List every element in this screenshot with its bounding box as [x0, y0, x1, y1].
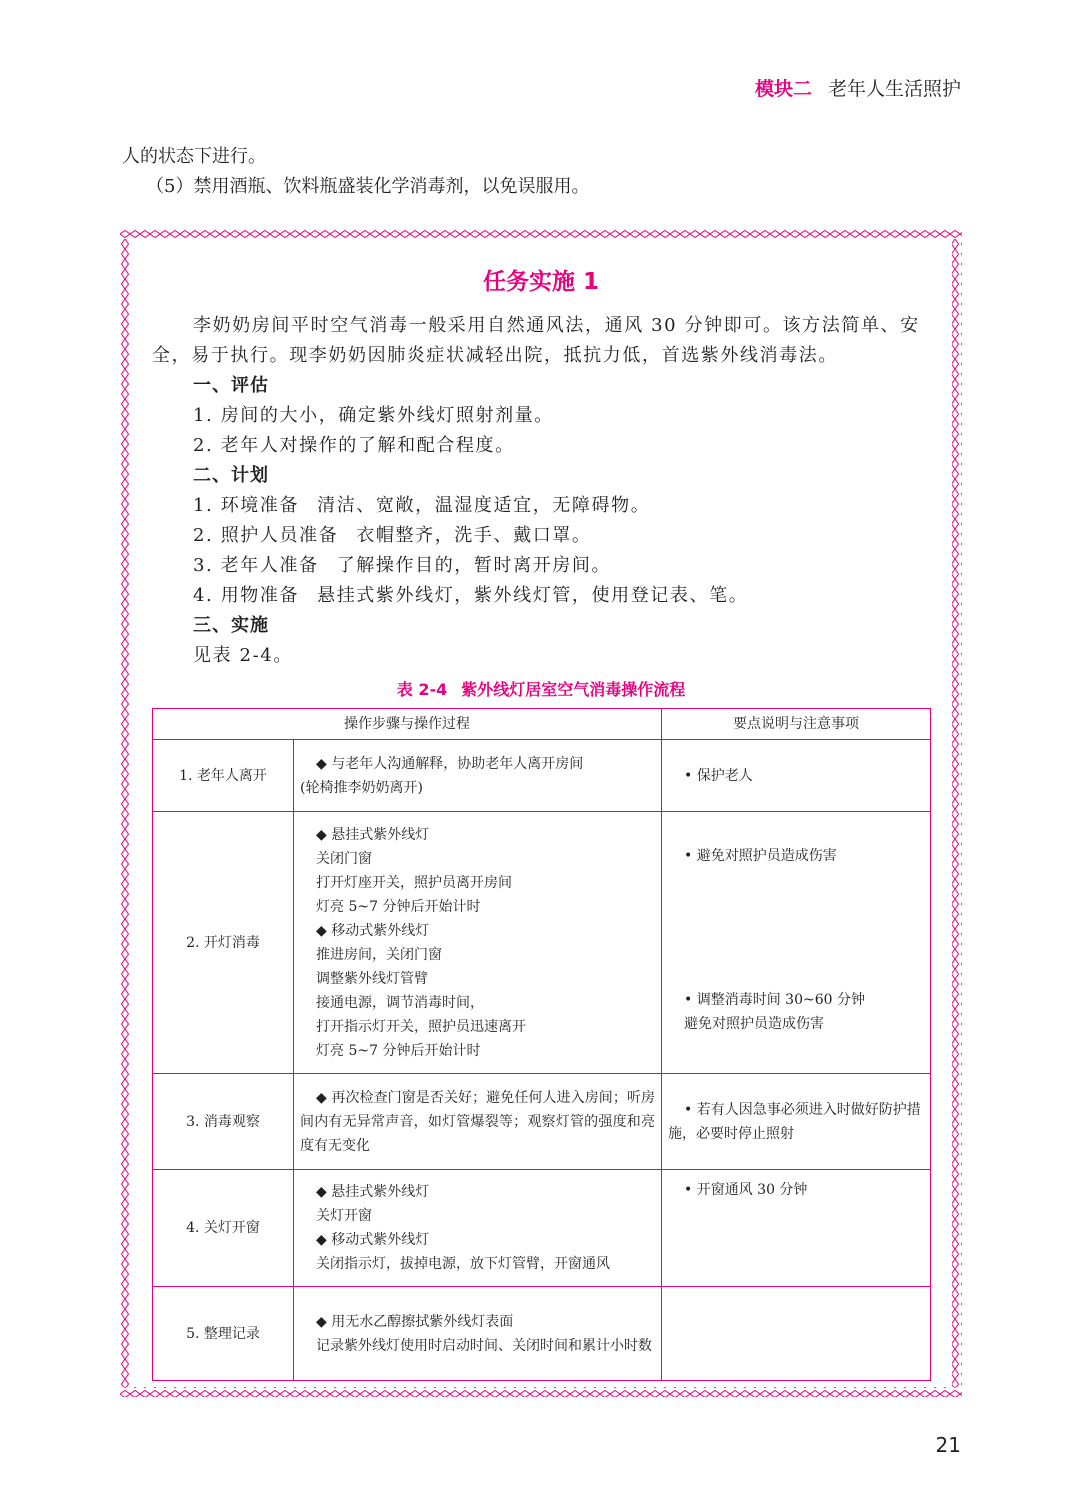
process-line: 调整紫外线灯管臂 [316, 970, 428, 987]
note-line: • 若有人因急事必须进入时做好防护措施，必要时停止照射 [668, 1101, 921, 1142]
process-line: ◆ 与老年人沟通解释，协助老年人离开房间 [316, 755, 584, 772]
process-line: ◆ 移动式紫外线灯 [316, 1232, 430, 1248]
process-line: ◆ 再次检查门窗是否关好；避免任何人进入房间；听房间内有无异常声音，如灯管爆裂等；观察灯管的强度和亮度有无变化 [300, 1089, 655, 1154]
intro-line-2: （5）禁用酒瓶、饮料瓶盛装化学消毒剂，以免误服用。 [146, 176, 590, 197]
process-line: 关闭指示灯，拔掉电源，放下灯管臂，开窗通风 [316, 1256, 610, 1272]
chapter-label: 老年人生活照护 [827, 78, 961, 100]
plan-heading: 二、计划 [193, 465, 269, 486]
process-line: 关闭门窗 [316, 850, 372, 867]
process-line: ◆ 悬挂式紫外线灯 [316, 1184, 430, 1200]
process-line: 关灯开窗 [316, 1208, 372, 1224]
table-row [153, 1074, 931, 1170]
step-cell: 2. 开灯消毒 [153, 812, 294, 1074]
table-row [153, 1170, 931, 1287]
note-line: • 避免对照护员造成伤害 [684, 848, 837, 864]
note-line: • 开窗通风 30 分钟 [684, 1182, 808, 1198]
task-intro-line-2: 全，易于执行。现李奶奶因肺炎症状减轻出院，抵抗力低，首选紫外线消毒法。 [152, 345, 838, 366]
process-line: 打开灯座开关，照护员离开房间 [316, 874, 512, 891]
process-line: 灯亮 5~7 分钟后开始计时 [316, 898, 481, 915]
process-cell [294, 1287, 662, 1381]
table-caption-title: 紫外线灯居室空气消毒操作流程 [461, 680, 686, 699]
plan-item-label: 2. 照护人员准备 [193, 525, 339, 546]
step-cell: 3. 消毒观察 [153, 1074, 294, 1170]
plan-item-label: 1. 环境准备 [193, 495, 300, 516]
intro-line-1: 人的状态下进行。 [122, 146, 266, 167]
plan-item-label: 4. 用物准备 [193, 585, 300, 606]
note-line: • 保护老人 [684, 767, 753, 784]
implement-text: 见表 2-4。 [193, 645, 293, 666]
column-header-notes: 要点说明与注意事项 [662, 709, 931, 740]
step-cell: 4. 关灯开窗 [153, 1170, 294, 1287]
step-cell: 5. 整理记录 [153, 1287, 294, 1381]
plan-item-text: 清洁、宽敞，温湿度适宜，无障碍物。 [317, 495, 651, 516]
process-cell [294, 812, 662, 1074]
process-line: ◆ 用无水乙醇擦拭紫外线灯表面 [316, 1313, 514, 1330]
page-number: 21 [935, 1433, 961, 1457]
process-cell [294, 740, 662, 812]
step-cell: 1. 老年人离开 [153, 740, 294, 812]
table-caption-number: 表 2-4 [396, 680, 448, 699]
plan-item-4 [193, 581, 748, 607]
running-header [755, 74, 961, 101]
task-title: 任务实施 1 [482, 269, 599, 295]
plan-item-1 [193, 491, 650, 517]
table-caption [120, 677, 962, 700]
process-cell [294, 1170, 662, 1287]
process-line: 推进房间，关闭门窗 [316, 946, 442, 963]
notes-cell [662, 812, 931, 1074]
implement-heading: 三、实施 [193, 615, 269, 636]
assess-item-2: 2. 老年人对操作的了解和配合程度。 [193, 435, 515, 456]
process-line: 接通电源，调节消毒时间， [316, 994, 484, 1011]
module-label: 模块二 [754, 78, 812, 100]
notes-cell [662, 1287, 931, 1381]
plan-item-label: 3. 老年人准备 [193, 555, 319, 576]
table-row [153, 740, 931, 812]
column-header-process: 操作步骤与操作过程 [153, 709, 662, 740]
process-line: 打开指示灯开关，照护员迅速离开 [316, 1018, 526, 1035]
table-header-row [153, 709, 931, 740]
task-intro-line-1: 李奶奶房间平时空气消毒一般采用自然通风法，通风 30 分钟即可。该方法简单、安 [193, 315, 920, 336]
note-line: • 调整消毒时间 30~60 分钟 [684, 992, 865, 1008]
note-line: 避免对照护员造成伤害 [684, 1016, 824, 1032]
notes-cell [662, 740, 931, 812]
procedure-table [152, 708, 931, 1381]
assess-item-1: 1. 房间的大小，确定紫外线灯照射剂量。 [193, 405, 554, 426]
notes-cell [662, 1170, 931, 1287]
notes-cell [662, 1074, 931, 1170]
plan-item-text: 悬挂式紫外线灯，紫外线灯管，使用登记表、笔。 [317, 585, 749, 606]
process-cell [294, 1074, 662, 1170]
plan-item-2 [193, 521, 592, 547]
task-box [120, 229, 962, 1397]
process-line: 灯亮 5~7 分钟后开始计时 [316, 1042, 481, 1059]
table-row [153, 1287, 931, 1381]
plan-item-3 [193, 551, 611, 577]
table-row [153, 812, 931, 1074]
assess-heading: 一、评估 [193, 375, 269, 396]
process-line: (轮椅推李奶奶离开) [300, 779, 423, 796]
plan-item-text: 衣帽整齐，洗手、戴口罩。 [356, 525, 592, 546]
process-line: ◆ 移动式紫外线灯 [316, 922, 430, 939]
process-line: ◆ 悬挂式紫外线灯 [316, 826, 430, 843]
plan-item-text: 了解操作目的，暂时离开房间。 [336, 555, 612, 576]
process-line: 记录紫外线灯使用时启动时间、关闭时间和累计小时数 [316, 1337, 652, 1354]
